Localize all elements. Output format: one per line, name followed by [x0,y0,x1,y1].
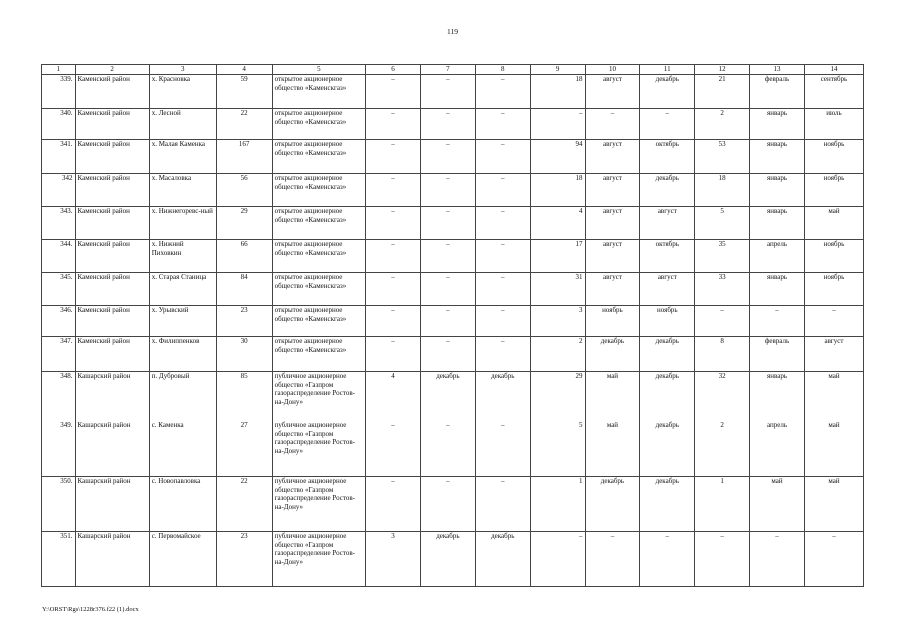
col14-value: ноябрь [804,273,863,306]
col6-value: – [366,140,421,174]
column-number: 7 [420,65,475,75]
col10-value: август [585,207,640,240]
col6-value: – [366,477,421,532]
district-name: Каменский район [75,174,149,207]
col13-value: январь [750,140,805,174]
col11-value: – [640,109,695,140]
settlement-name: х. Филиппенков [149,337,216,372]
district-name: Кашарский район [75,421,149,477]
gas-organization: открытое акционерное общество «Каменскгаз» [272,240,365,273]
col8-value: – [475,273,530,306]
col8-value: – [475,306,530,337]
col9-value: 2 [530,337,585,372]
col9-value: 4 [530,207,585,240]
households-count: 59 [216,75,272,109]
col12-value: 5 [695,207,750,240]
column-number-row [42,65,864,75]
row-number: 339. [42,75,76,109]
settlement-name: х. Старая Станица [149,273,216,306]
col11-value: декабрь [640,477,695,532]
col7-value: – [420,273,475,306]
col7-value: – [420,75,475,109]
district-name: Каменский район [75,273,149,306]
col10-value: – [585,109,640,140]
column-number: 4 [216,65,272,75]
col12-value: 8 [695,337,750,372]
col12-value: 33 [695,273,750,306]
col9-value: 5 [530,421,585,477]
col13-value: февраль [750,337,805,372]
households-count: 85 [216,372,272,422]
col14-value: август [804,337,863,372]
table-row [42,75,864,109]
gas-organization: публичное акционерное общество «Газпром газораспределение Ростов-на-Дону» [272,477,365,532]
district-name: Кашарский район [75,372,149,422]
column-number: 9 [530,65,585,75]
settlement-name: х. Масаловка [149,174,216,207]
table-row [42,532,864,587]
col9-value: 18 [530,75,585,109]
row-number: 342 [42,174,76,207]
col14-value: – [804,306,863,337]
col10-value: – [585,532,640,587]
col8-value: декабрь [475,532,530,587]
gas-organization: открытое акционерное общество «Каменскгаз» [272,109,365,140]
col14-value: май [804,421,863,477]
col8-value: – [475,174,530,207]
gas-organization: публичное акционерное общество «Газпром газораспределение Ростов-на-Дону» [272,421,365,477]
col6-value: – [366,75,421,109]
col14-value: ноябрь [804,140,863,174]
gas-organization: открытое акционерное общество «Каменскгаз» [272,337,365,372]
column-number: 11 [640,65,695,75]
row-number: 347. [42,337,76,372]
col13-value: – [750,306,805,337]
households-count: 30 [216,337,272,372]
col7-value: декабрь [420,532,475,587]
district-name: Каменский район [75,140,149,174]
row-number: 341. [42,140,76,174]
gas-organization: открытое акционерное общество «Каменскгаз» [272,75,365,109]
col11-value: август [640,273,695,306]
col14-value: июль [804,109,863,140]
col8-value: – [475,109,530,140]
gas-organization: открытое акционерное общество «Каменскгаз» [272,140,365,174]
col13-value: январь [750,207,805,240]
gas-organization: публичное акционерное общество «Газпром газораспределение Ростов-на-Дону» [272,532,365,587]
settlement-name: х. Урывский [149,306,216,337]
col13-value: январь [750,109,805,140]
col8-value: – [475,140,530,174]
gas-organization: открытое акционерное общество «Каменскгаз» [272,207,365,240]
row-number: 345. [42,273,76,306]
col6-value: – [366,421,421,477]
col9-value: 94 [530,140,585,174]
col13-value: январь [750,273,805,306]
col13-value: апрель [750,421,805,477]
column-number: 3 [149,65,216,75]
col11-value: – [640,532,695,587]
households-count: 22 [216,109,272,140]
col8-value: – [475,75,530,109]
col9-value: – [530,109,585,140]
col13-value: январь [750,174,805,207]
row-number: 344. [42,240,76,273]
district-name: Кашарский район [75,532,149,587]
col12-value: 18 [695,174,750,207]
households-count: 56 [216,174,272,207]
col14-value: – [804,532,863,587]
page-number: 119 [447,27,458,36]
col8-value: – [475,477,530,532]
row-number: 351. [42,532,76,587]
col7-value: декабрь [420,372,475,422]
col6-value: – [366,207,421,240]
gas-organization: открытое акционерное общество «Каменскгаз» [272,306,365,337]
col14-value: ноябрь [804,174,863,207]
col9-value: 1 [530,477,585,532]
col13-value: февраль [750,75,805,109]
households-count: 23 [216,532,272,587]
settlement-name: х. Нижнегоревс-ный [149,207,216,240]
col7-value: – [420,240,475,273]
col6-value: 4 [366,372,421,422]
district-name: Каменский район [75,306,149,337]
district-name: Каменский район [75,240,149,273]
col11-value: октябрь [640,140,695,174]
col14-value: май [804,207,863,240]
col10-value: май [585,372,640,422]
col7-value: – [420,109,475,140]
column-number: 6 [366,65,421,75]
column-number: 13 [750,65,805,75]
col14-value: май [804,477,863,532]
col10-value: август [585,273,640,306]
row-number: 348. [42,372,76,422]
households-count: 23 [216,306,272,337]
col6-value: – [366,337,421,372]
col7-value: – [420,337,475,372]
col9-value: – [530,532,585,587]
gas-organization: открытое акционерное общество «Каменскгаз» [272,174,365,207]
table-row [42,207,864,240]
col8-value: – [475,207,530,240]
column-number: 12 [695,65,750,75]
col7-value: – [420,477,475,532]
district-name: Каменский район [75,75,149,109]
col12-value: 2 [695,421,750,477]
col11-value: август [640,207,695,240]
col14-value: май [804,372,863,422]
table-row [42,421,864,477]
col10-value: декабрь [585,337,640,372]
gas-organization: открытое акционерное общество «Каменскгаз» [272,273,365,306]
col8-value: – [475,337,530,372]
col6-value: – [366,174,421,207]
col11-value: декабрь [640,174,695,207]
col11-value: декабрь [640,337,695,372]
col14-value: сентябрь [804,75,863,109]
column-number: 2 [75,65,149,75]
col7-value: – [420,306,475,337]
col13-value: – [750,532,805,587]
col8-value: – [475,421,530,477]
col6-value: – [366,306,421,337]
settlement-name: п. Дубровый [149,372,216,422]
col14-value: ноябрь [804,240,863,273]
column-number: 5 [272,65,365,75]
col13-value: январь [750,372,805,422]
settlement-name: х. Малая Каменка [149,140,216,174]
footer-file-path: Y:\ORST\Rgs\1228r376.f22 (1).docx [42,606,139,613]
col9-value: 3 [530,306,585,337]
row-number: 346. [42,306,76,337]
row-number: 343. [42,207,76,240]
table-row [42,109,864,140]
col10-value: август [585,240,640,273]
settlement-name: х. Нижний Пиховкин [149,240,216,273]
col12-value: 32 [695,372,750,422]
table-row [42,240,864,273]
column-number: 14 [804,65,863,75]
col12-value: 53 [695,140,750,174]
col6-value: 3 [366,532,421,587]
district-name: Каменский район [75,207,149,240]
col7-value: – [420,207,475,240]
households-count: 27 [216,421,272,477]
col8-value: – [475,240,530,273]
col11-value: декабрь [640,372,695,422]
col11-value: декабрь [640,75,695,109]
col9-value: 29 [530,372,585,422]
table-row [42,306,864,337]
col6-value: – [366,240,421,273]
district-name: Каменский район [75,337,149,372]
col13-value: май [750,477,805,532]
gasification-table [41,64,864,587]
district-name: Каменский район [75,109,149,140]
table-row [42,174,864,207]
households-count: 167 [216,140,272,174]
col9-value: 17 [530,240,585,273]
col11-value: ноябрь [640,306,695,337]
col11-value: октябрь [640,240,695,273]
col12-value: 1 [695,477,750,532]
gas-organization: публичное акционерное общество «Газпром газораспределение Ростов-на-Дону» [272,372,365,422]
col8-value: декабрь [475,372,530,422]
col10-value: май [585,421,640,477]
col10-value: август [585,174,640,207]
col7-value: – [420,421,475,477]
col9-value: 31 [530,273,585,306]
row-number: 340. [42,109,76,140]
district-name: Кашарский район [75,477,149,532]
households-count: 29 [216,207,272,240]
row-number: 350. [42,477,76,532]
col12-value: 35 [695,240,750,273]
households-count: 66 [216,240,272,273]
col10-value: ноябрь [585,306,640,337]
settlement-name: с. Новопавловка [149,477,216,532]
table-row [42,477,864,532]
col11-value: декабрь [640,421,695,477]
table-row [42,273,864,306]
col12-value: 2 [695,109,750,140]
col10-value: август [585,75,640,109]
households-count: 22 [216,477,272,532]
settlement-name: с. Первомайское [149,532,216,587]
col12-value: – [695,532,750,587]
col9-value: 18 [530,174,585,207]
table-row [42,140,864,174]
col12-value: 21 [695,75,750,109]
settlement-name: с. Каменка [149,421,216,477]
col6-value: – [366,109,421,140]
column-number: 1 [42,65,76,75]
column-number: 8 [475,65,530,75]
col13-value: апрель [750,240,805,273]
col10-value: август [585,140,640,174]
table-row [42,372,864,422]
households-count: 84 [216,273,272,306]
settlement-name: х. Красновка [149,75,216,109]
table-row [42,337,864,372]
col7-value: – [420,174,475,207]
settlement-name: х. Лесной [149,109,216,140]
col12-value: – [695,306,750,337]
col6-value: – [366,273,421,306]
column-number: 10 [585,65,640,75]
row-number: 349. [42,421,76,477]
col7-value: – [420,140,475,174]
col10-value: декабрь [585,477,640,532]
